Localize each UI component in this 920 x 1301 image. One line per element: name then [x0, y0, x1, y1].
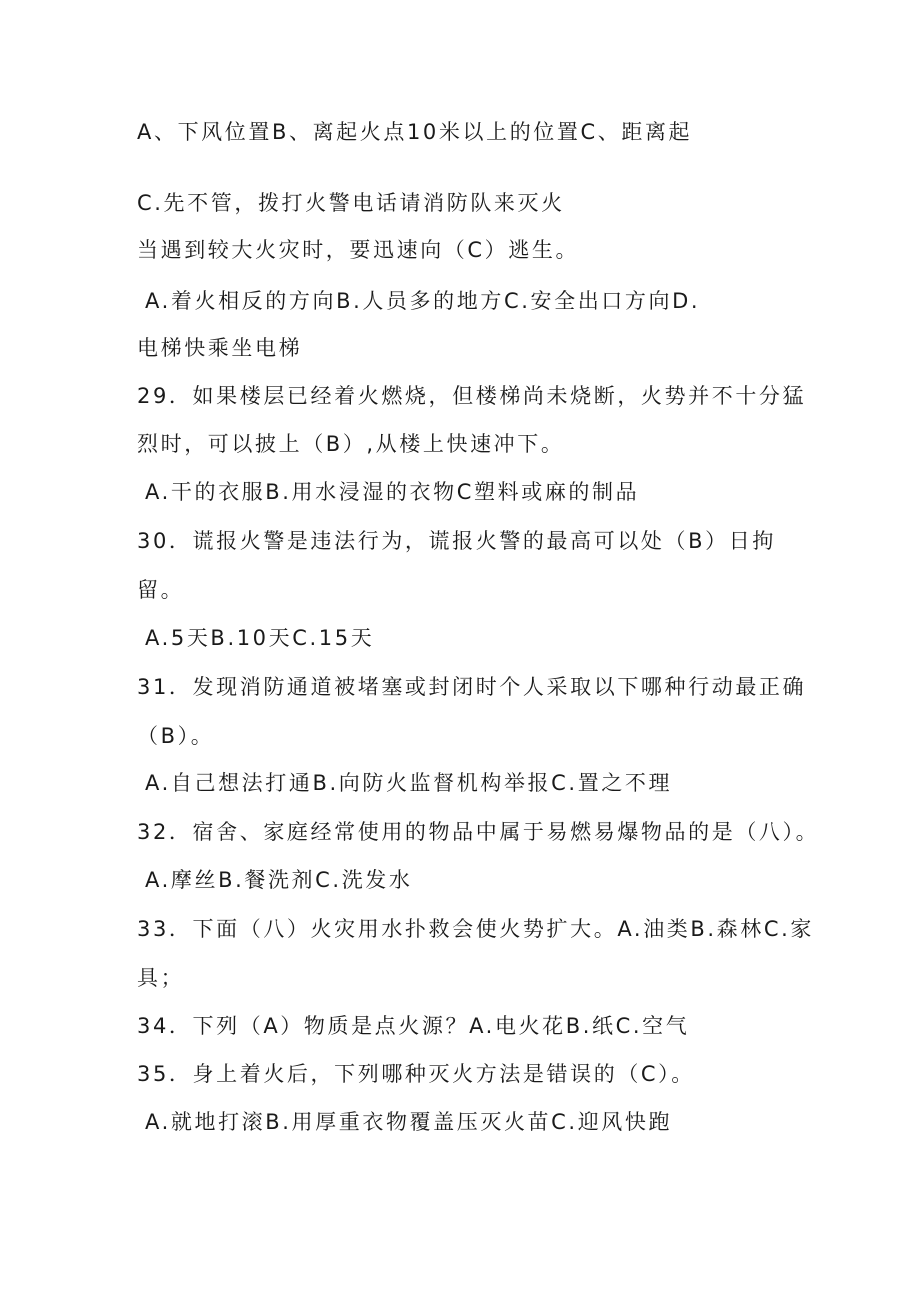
text-line-18: 具；	[137, 966, 185, 990]
text-line-6: 29．如果楼层已经着火燃烧，但楼梯尚未烧断，火势并不十分猛	[137, 384, 807, 408]
text-line-11: A.5天B.10天C.15天	[145, 626, 375, 650]
text-line-14: A.自己想法打通B.向防火监督机构举报C.置之不理	[145, 771, 673, 795]
text-line-20: 35．身上着火后，下列哪种灭火方法是错误的（C）。	[137, 1062, 695, 1086]
text-line-7: 烈时，可以披上（B）,从楼上快速冲下。	[137, 432, 565, 456]
text-line-5: 电梯快乘坐电梯	[137, 336, 303, 360]
text-line-8: A.干的衣服B.用水浸湿的衣物C塑料或麻的制品	[145, 480, 640, 504]
text-line-16: A.摩丝B.餐洗剂C.洗发水	[145, 868, 413, 892]
text-line-4: A.着火相反的方向B.人员多的地方C.安全出口方向D.	[145, 289, 701, 313]
text-line-3: 当遇到较大火灾时，要迅速向（C）逃生。	[137, 238, 580, 262]
text-line-19: 34．下列（A）物质是点火源？A.电火花B.纸C.空气	[137, 1014, 690, 1038]
text-line-1: A、下风位置B、离起火点10米以上的位置C、距离起	[137, 120, 693, 144]
text-line-15: 32．宿舍、家庭经常使用的物品中属于易燃易爆物品的是（八）。	[137, 820, 820, 844]
text-line-2: C.先不管，拨打火警电话请消防队来灭火	[137, 191, 565, 215]
text-line-12: 31．发现消防通道被堵塞或封闭时个人采取以下哪种行动最正确	[137, 675, 807, 699]
text-line-10: 留。	[137, 578, 185, 602]
text-line-13: （B）。	[137, 724, 215, 748]
text-line-21: A.就地打滚B.用厚重衣物覆盖压灭火苗C.迎风快跑	[145, 1110, 673, 1134]
text-line-9: 30．谎报火警是违法行为，谎报火警的最高可以处（B）日拘	[137, 529, 776, 553]
text-line-17: 33．下面（八）火灾用水扑救会使火势扩大。A.油类B.森林C.家	[137, 917, 815, 941]
